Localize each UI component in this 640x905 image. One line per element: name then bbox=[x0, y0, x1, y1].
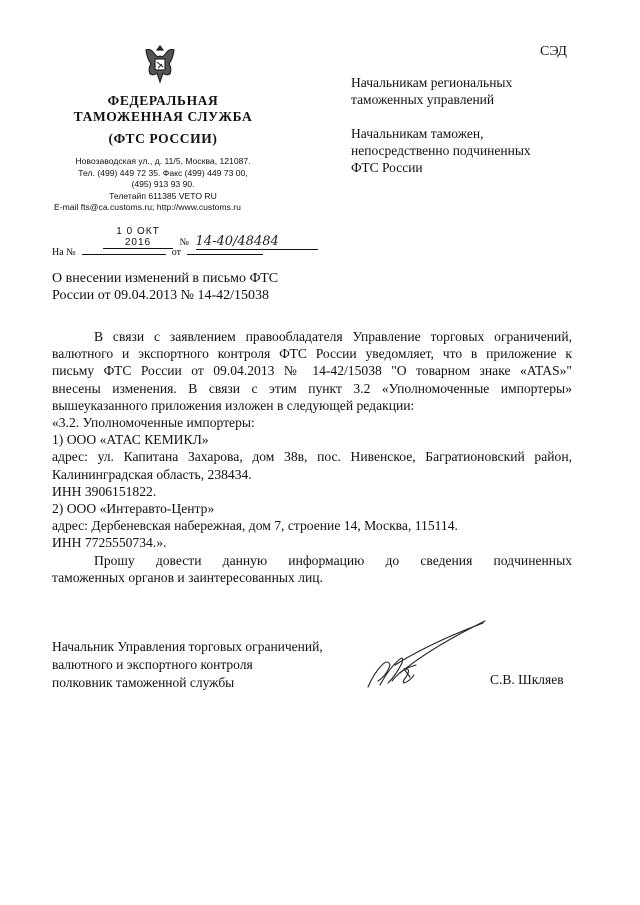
letter-body bbox=[52, 328, 572, 586]
body-line: внесены изменения. В связи с этим пункт 3.2 «Уполномоченные импортеры» bbox=[52, 380, 572, 396]
recipient-line: Начальникам региональных bbox=[351, 75, 513, 90]
subject-line: О внесении изменений в письмо ФТС bbox=[52, 271, 279, 286]
reference-number-label: На № bbox=[52, 247, 76, 258]
phone-line: Тел. (499) 449 72 35. Факс (499) 449 73 00, bbox=[78, 167, 248, 178]
body-line: ИНН 3906151822. bbox=[52, 483, 157, 499]
address-line: Новозаводская ул., д. 11/5, Москва, 121087. bbox=[75, 156, 251, 166]
coat-of-arms-icon bbox=[140, 42, 180, 86]
signatory-name: С.В. Шкляев bbox=[490, 672, 564, 687]
body-line: адрес: Дербеневская набережная, дом 7, строение 14, Москва, 115114. bbox=[52, 518, 458, 534]
registration-number: 14-40/48484 bbox=[196, 234, 318, 250]
body-line: письму ФТС России от 09.04.2013 № 14-42/15038 "О товарном знаке «ATAS»" bbox=[52, 363, 572, 379]
handwritten-signature-icon bbox=[340, 615, 490, 695]
org-address-block bbox=[52, 156, 274, 214]
recipient-line: непосредственно подчиненных bbox=[351, 143, 531, 158]
reference-number-blank bbox=[82, 245, 166, 255]
email-line: E-mail fts@ca.customs.ru; http://www.customs.ru bbox=[54, 202, 241, 212]
body-line: валютного и экспортного контроля ФТС России уведомляет, что в приложение к bbox=[52, 346, 572, 362]
phone-line-2: (495) 913 93 90. bbox=[131, 179, 195, 189]
teletype-line: Телетайп 611385 VETO RU bbox=[109, 190, 217, 201]
number-label: № bbox=[179, 237, 190, 248]
body-line: ИНН 7725550734.». bbox=[52, 535, 167, 551]
body-line: «3.2. Уполномоченные импортеры: bbox=[52, 415, 255, 431]
recipient-block-1 bbox=[351, 74, 512, 108]
body-line: Калининградская область, 238434. bbox=[52, 466, 252, 482]
reference-line bbox=[52, 245, 269, 258]
reference-date-blank bbox=[187, 245, 263, 255]
body-line: таможенных органов и заинтересованных лиц. bbox=[52, 569, 323, 585]
org-short-name: (ФТС РОССИИ) bbox=[108, 131, 218, 146]
reference-date-label: от bbox=[171, 247, 181, 258]
body-line: В связи с заявлением правообладателя Управление торговых ограничений, bbox=[94, 329, 572, 344]
body-line: Прошу довести данную информацию до сведения подчиненных bbox=[94, 552, 572, 568]
signatory-line: валютного и экспортного контроля bbox=[52, 657, 253, 672]
recipient-block-2 bbox=[351, 125, 531, 176]
signatory-title bbox=[52, 638, 323, 692]
org-name-line2: ТАМОЖЕННАЯ СЛУЖБА bbox=[73, 109, 253, 124]
letter-subject bbox=[52, 270, 278, 304]
sed-mark: СЭД bbox=[540, 44, 567, 59]
registration-date: 1 0 ОКТ 2016 bbox=[103, 226, 173, 249]
body-line: 2) ООО «Интеравто-Центр» bbox=[52, 501, 215, 517]
signatory-line: Начальник Управления торговых ограничений, bbox=[52, 639, 323, 654]
body-line: вышеуказанного приложения изложен в следующей редакции: bbox=[52, 397, 415, 413]
recipient-line: ФТС России bbox=[351, 160, 423, 175]
org-name-line1: ФЕДЕРАЛЬНАЯ bbox=[107, 93, 219, 108]
body-line: 1) ООО «АТАС КЕМИКЛ» bbox=[52, 432, 209, 448]
subject-line: России от 09.04.2013 № 14-42/15038 bbox=[52, 288, 270, 303]
body-line: адрес: ул. Капитана Захарова, дом 38в, пос. Нивенское, Багратионовский район, bbox=[52, 449, 572, 465]
recipient-line: таможенных управлений bbox=[351, 92, 495, 107]
recipient-line: Начальникам таможен, bbox=[351, 126, 484, 141]
signatory-line: полковник таможенной службы bbox=[52, 675, 235, 690]
